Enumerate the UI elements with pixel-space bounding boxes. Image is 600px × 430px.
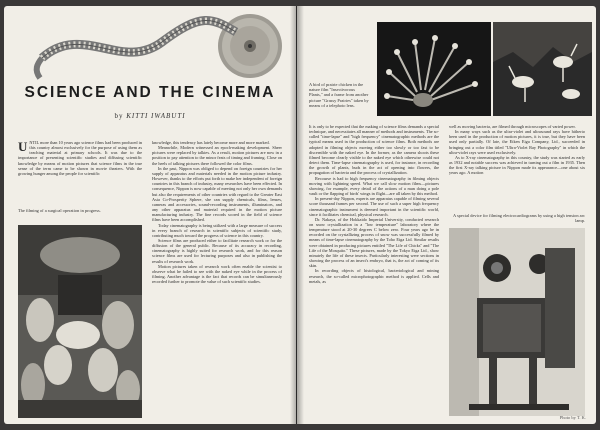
photo-caption: A bird of prairie chicken in the nature film "Insectivorous Plants," and a frame from another picture "Grassy Prairies" taken by means of a telephoto lens. bbox=[309, 82, 369, 108]
paragraph: Science films are produced either to facilitate research work or for the diffusion of the general public. Because of its accuracy in recording, cinematography is highly suited for research work, and for this reason science films are used for lecturing purposes and also in publishing the results of research work. bbox=[152, 237, 282, 264]
paragraph: Meanwhile, Modern witnessed an epoch-making development. Sheer pictures were replaced by talkies. As a result, motion pictures are now in a position to pay attention to the minor feats of timing and framing. Close on the heels of talking pictures there followed the color films. bbox=[152, 145, 282, 166]
paragraph: well as moving bacteria, are filmed through microscopes of varied power. bbox=[449, 124, 576, 129]
paragraph: It is only to be expected that the making of science films demands a special technique, and necessitates all manner of methods and instruments. The so-called "time-lapse" and "high frequency" cinematographic methods are the typical means used in the production of science films. Both methods are adopted in filming objects moving either too slowly or too fast to be discernible with the naked eye. In the former, as the camera shoots these filmed become clearly visible to the naked eye which otherwise could not detect them. Time-lapse cinematography is used, for instance, in recording the growth of plants, buds in the act of opening into flowers, the propagation of bacteria and the process of crystallization. bbox=[309, 124, 439, 176]
photo-caption: The filming of a surgical operation in progress. bbox=[18, 208, 101, 213]
paragraph: In recording objects of histological, bacteriological and mining research, the so-called microphotographic method is applied. Cells and metals, as bbox=[309, 268, 439, 284]
paragraph: knowledge, this tendency has lately become more and more marked. bbox=[152, 140, 270, 145]
article-column-3 bbox=[309, 124, 439, 414]
paragraph: In the past, Nippon was obliged to depend on foreign countries for her supply of apparatus and materials needed in the motion picture industry. However, thanks to the efforts put forth to make her independent of foreign countries in this branch of industry, many researches have been effected. In consequence, Nippon is now capable of meeting not only her own demands but also the requirements of other countries with regard to the Greater East Asia Co-Prosperity Sphere, she can supply chemicals, films, lenses, cameras and accessories, sound-recording instruments, illuminators, and any other apparatus and material required in the motion picture manufacturing industry. The fine records scored in the field of science films have been accomplished. bbox=[152, 165, 282, 223]
paragraph: In present-day Nippon, experts are apparatus capable of filming several score thousand frames per second. The use of such a super high frequency cinematographic instrument is deemed important in the scientific world, since it facilitates chemical, physical research. bbox=[309, 196, 439, 217]
left-page bbox=[4, 6, 296, 424]
right-page bbox=[297, 6, 596, 424]
electrocardiogram-device-photo bbox=[449, 228, 585, 416]
photo-credit: Photo by T. K. bbox=[559, 415, 586, 420]
paragraph: Dr. Nakaya, of the Hokkaido Imperial University, conducted research on snow crystallization in a "low temperature" laboratory where the temperature stood at 20-30 degrees C below zero. Four years ago he in recorded on the crystallizing process of snow was successfully filmed by means of time-lapse cinematography by the Toho Eiga Ltd. Similar results were obtained in producing pictures entitled "The Life of Chicks" and "The Life of the Mosquito." These pictures, made by the Tokyo Eiga Ltd., show minutely the life of these insects. Particularly interesting were sections in showing the process of an insect's embryo, that is, the act of coming of its skin. bbox=[309, 216, 439, 269]
article-column-2 bbox=[152, 140, 282, 416]
birds-photo bbox=[493, 22, 592, 116]
paragraph: In many ways such as the ultra-violet and ultrasound rays have hitherto been used in the production of motion pictures, it is true, but they have been used only partially. Of late, the Eiken Eiga Company, Ltd., succeeded in bringing out a color film titled "Ultra-Violet Ray Photography" in which the ultra-violet rays were used exclusively. bbox=[449, 129, 585, 155]
paragraph: Motion pictures taken of research work often enable the scientist to observe what he failed to see with the naked eye while in the process of filming. Another advantage is the fact that records can be simultaneously recorded further to promote the value of such scientific studies. bbox=[152, 263, 282, 285]
byline-prefix: by bbox=[114, 112, 124, 120]
article-title: SCIENCE AND THE CINEMA bbox=[24, 84, 276, 101]
paragraph: As to X-ray cinematography in this country, the study was started as early as 1932 and notable success was achieved in turning out a film in 1935. Then the first X-ray talking picture in Nippon made its appearance—one about six years ago. A motion bbox=[449, 154, 585, 176]
paragraph: UNTIL more than 10 years ago science films had been produced in this country almost exclusively for the purpose of using them as teaching material at primary schools. It was due to the importance of presenting scientific studies and diffusing scientific knowledge by means of motion pictures that science films in the true sense of the term came to be shown in movie theaters. With the growing hunger among the people for scientific bbox=[18, 140, 142, 176]
author-name: KITTI IWABUTI bbox=[126, 112, 186, 120]
surgery-filming-photo bbox=[18, 225, 142, 418]
byline bbox=[4, 112, 296, 120]
paragraph: Today cinematography is being utilized with a large measure of success in every branch of research in scientific subjects of scientific study, contributing much toward the progress of science in this country. bbox=[152, 222, 282, 238]
germination-photo bbox=[377, 22, 491, 116]
paragraph: Recourse is had to high frequency cinematography in filming objects moving with lightning speed. What we call slow motion films—pictures showing, for example, every detail of the actions of a man doing a pole vault or the flapping of birds' wings in flight—are all taken by this method. bbox=[309, 175, 439, 197]
article-column-1 bbox=[18, 140, 142, 203]
drop-cap: U bbox=[18, 140, 28, 154]
photo-caption: A special device for filming electrocardiograms by using a high tension arc lamp. bbox=[452, 213, 585, 224]
article-column-4 bbox=[449, 124, 585, 208]
